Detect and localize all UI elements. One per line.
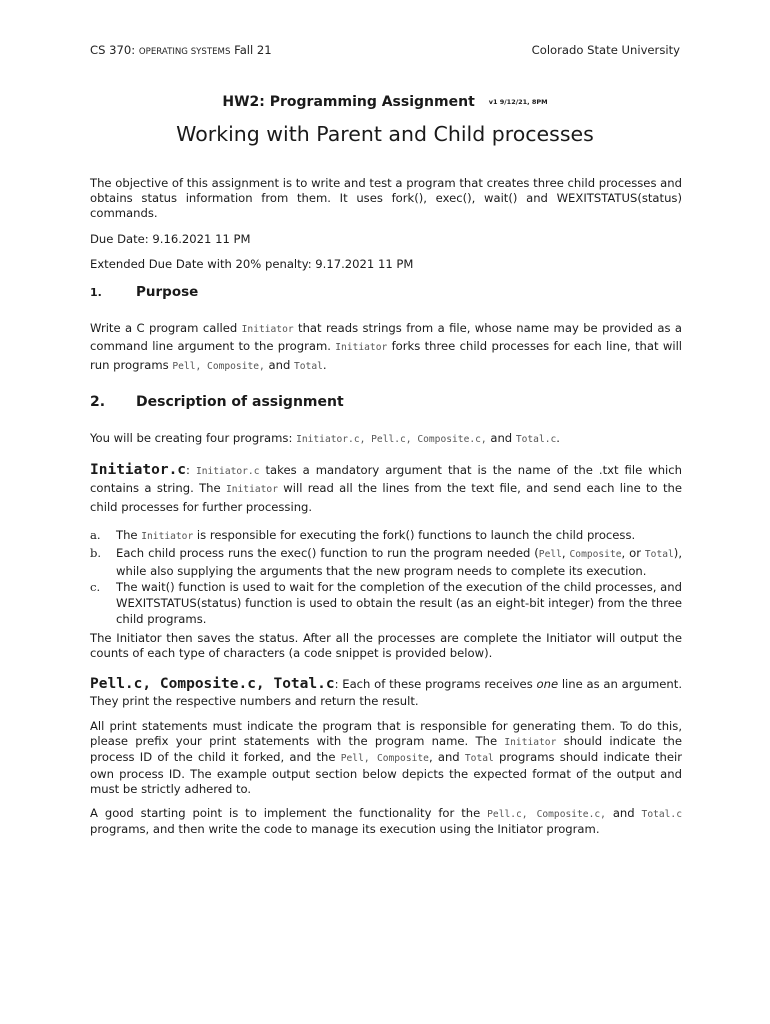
text: , — [561, 546, 570, 560]
text: Each of these programs receives — [342, 677, 537, 691]
code-file-list: Initiator.c, Pell.c, Composite.c, — [296, 434, 487, 445]
code-file-list: Pell.c, Composite.c, — [487, 809, 606, 820]
list-marker: c. — [90, 580, 101, 594]
text: is responsible for executing the fork() functions to launch the child process. — [193, 528, 636, 542]
text: Write a C program called — [90, 321, 242, 335]
text: and — [605, 806, 642, 820]
text: should indicate the process ID of the child it forked, and the — [90, 734, 682, 765]
code-initiator: Initiator — [225, 484, 278, 496]
section-number: 1. — [90, 286, 102, 299]
list-item — [90, 545, 682, 579]
section-description-heading — [90, 394, 344, 410]
code-initiator-c: Initiator.c — [195, 466, 260, 477]
code: Initiator — [141, 531, 194, 542]
text: that reads strings from a file, whose name may be provided as a command line argument to the program. — [90, 321, 682, 354]
text: Each child process runs the exec() function to run the program needed ( — [116, 546, 539, 560]
code-total: Total — [294, 360, 323, 372]
code-composite: Composite, — [201, 360, 265, 372]
code-initiator: Initiator — [241, 324, 294, 335]
text: takes a mandatory argument that is the name of the .txt file which contains a string. The — [90, 463, 682, 496]
list-item — [90, 579, 682, 627]
initiator-description — [90, 462, 682, 515]
course-prefix: CS 370: — [90, 43, 139, 57]
course-term: Fall 21 — [230, 43, 272, 57]
list-item — [90, 527, 682, 545]
text: You will be creating four programs: — [90, 431, 297, 445]
text: programs should indicate their own process ID. The example output section below depicts the expected format of the output and must be strictly adhered to. — [90, 750, 682, 796]
university-name: Colorado State University — [531, 43, 680, 57]
version-label: v1 9/12/21, 8PM — [488, 98, 548, 106]
text: The — [116, 528, 142, 542]
print-statements-paragraph — [90, 719, 682, 797]
section-number: 2. — [90, 394, 106, 410]
text: , or — [621, 546, 645, 560]
code-initiator: Initiator — [335, 342, 388, 354]
text: will read all the lines from the text file, and send each line to the child processes for further processing. — [90, 481, 682, 514]
initiator-heading: Initiator.c — [90, 462, 187, 478]
code: Pell — [538, 549, 562, 560]
list-marker: a. — [90, 528, 101, 542]
initiator-saves-paragraph: The Initiator then saves the status. After all the processes are complete the Initiator will output the counts of each type of characters (a code snippet is provided below). — [90, 631, 682, 661]
text: All print statements must indicate the program that is responsible for generating them. To do this, please prefix your print statements with the program name. The — [90, 719, 682, 749]
code-total-c: Total.c — [641, 809, 682, 820]
code-pell: Pell, — [172, 360, 202, 372]
section-title: Purpose — [136, 284, 199, 300]
text: . — [322, 357, 327, 372]
course-label — [90, 43, 272, 57]
text: : — [186, 463, 196, 477]
text: The wait() function is used to wait for the completion of the execution of the child processes, and WEXITSTATUS(status) function is used to obtain the result (as an eight-bit integer) from the three child programs. — [116, 580, 682, 626]
child-programs-description — [90, 676, 682, 710]
assignment-title-row — [0, 94, 770, 110]
text: and — [264, 357, 294, 372]
objective-paragraph: The objective of this assignment is to write and test a program that creates three child processes and obtains status information from them. It uses fork(), exec(), wait() and WEXITSTATUS(status) commands. — [90, 176, 682, 221]
code-total: Total — [464, 753, 494, 765]
section-purpose-heading — [90, 284, 198, 300]
assignment-title: HW2: Programming Assignment — [222, 94, 475, 110]
code: Total — [644, 549, 674, 560]
page-title: Working with Parent and Child processes — [176, 122, 594, 146]
code-total-c: Total.c — [515, 434, 557, 445]
purpose-paragraph — [90, 320, 682, 375]
code: Composite — [569, 549, 622, 560]
text: A good starting point is to implement the functionality for the — [90, 806, 488, 820]
child-programs-heading: Pell.c, Composite.c, Total.c — [90, 676, 335, 692]
process-steps-list — [90, 527, 682, 627]
text: : — [334, 677, 343, 691]
extended-due-date: Extended Due Date with 20% penalty: 9.17.2021 11 PM — [90, 257, 414, 271]
due-date: Due Date: 9.16.2021 11 PM — [90, 232, 251, 246]
text: programs, and then write the code to manage its execution using the Initiator program. — [90, 822, 600, 837]
section-title: Description of assignment — [136, 394, 344, 410]
text: line as an argument. They print the respective numbers and return the result. — [90, 677, 683, 708]
list-marker: b. — [90, 546, 102, 560]
programs-intro — [90, 431, 682, 447]
text: . — [556, 431, 560, 445]
course-name: OPERATING SYSTEMS — [138, 47, 231, 57]
text: ), while also supplying the arguments that the new program needs to complete its execution. — [116, 546, 683, 578]
starting-point-paragraph — [90, 806, 682, 837]
text: forks three child processes for each line, that will run programs — [90, 339, 683, 372]
code-initiator: Initiator — [504, 737, 557, 749]
code-pell-composite: Pell, Composite — [340, 753, 429, 765]
text: , and — [428, 750, 465, 765]
text: and — [486, 431, 516, 445]
emphasis: one — [536, 677, 559, 691]
